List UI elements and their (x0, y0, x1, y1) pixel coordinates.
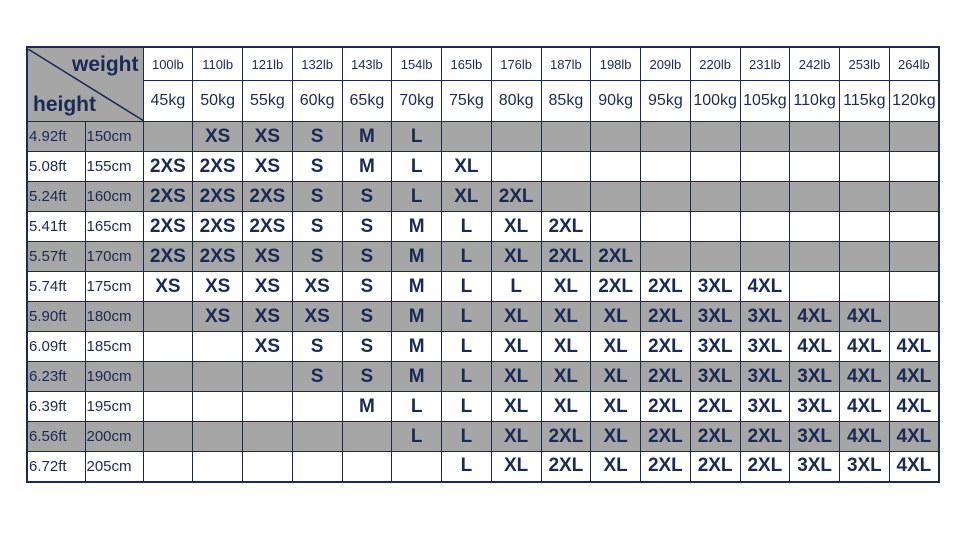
size-cell: 2XL (541, 422, 591, 452)
size-cell: 2XL (641, 302, 691, 332)
size-cell: 2XL (591, 242, 641, 272)
size-cell: 2XL (641, 392, 691, 422)
weight-kg-header: 60kg (292, 81, 342, 122)
size-cell: L (442, 272, 492, 302)
size-cell (541, 182, 591, 212)
table-row (27, 392, 939, 422)
size-cell: XS (292, 302, 342, 332)
size-cell: 4XL (840, 422, 890, 452)
weight-lb-header: 143lb (342, 47, 392, 81)
size-cell: 4XL (790, 332, 840, 362)
height-cm-cell: 185cm (85, 332, 143, 362)
table-row (27, 212, 939, 242)
size-cell: 2XS (243, 212, 293, 242)
size-cell: XL (541, 302, 591, 332)
size-cell: 4XL (889, 392, 939, 422)
size-cell: M (392, 332, 442, 362)
size-cell: XL (541, 362, 591, 392)
weight-kg-header: 85kg (541, 81, 591, 122)
size-cell (143, 392, 193, 422)
size-cell (541, 122, 591, 152)
size-cell (243, 392, 293, 422)
size-cell: XL (491, 302, 541, 332)
size-cell (641, 242, 691, 272)
table-row (27, 332, 939, 362)
size-cell (591, 152, 641, 182)
size-cell: 3XL (790, 452, 840, 482)
size-cell: XL (591, 452, 641, 482)
height-ft-cell: 5.24ft (27, 182, 85, 212)
size-cell: L (442, 302, 492, 332)
table-row (27, 452, 939, 482)
size-cell (591, 182, 641, 212)
size-cell: S (342, 182, 392, 212)
weight-lb-header: 165lb (442, 47, 492, 81)
size-cell: 4XL (889, 452, 939, 482)
height-cm-cell: 150cm (85, 122, 143, 152)
height-axis-label: height (33, 92, 96, 116)
weight-lb-header: 176lb (491, 47, 541, 81)
size-cell: XL (591, 302, 641, 332)
size-cell: XL (591, 392, 641, 422)
size-cell (541, 152, 591, 182)
size-cell: S (292, 332, 342, 362)
size-cell: 2XL (541, 212, 591, 242)
height-ft-cell: 6.39ft (27, 392, 85, 422)
size-cell: 2XS (243, 182, 293, 212)
table-row (27, 122, 939, 152)
size-cell: S (292, 242, 342, 272)
size-cell: L (442, 212, 492, 242)
height-ft-cell: 5.08ft (27, 152, 85, 182)
size-cell (840, 182, 890, 212)
height-cm-cell: 180cm (85, 302, 143, 332)
height-ft-cell: 6.23ft (27, 362, 85, 392)
size-chart-body (27, 122, 939, 482)
size-cell: XL (591, 422, 641, 452)
size-cell: S (342, 362, 392, 392)
size-cell: L (392, 422, 442, 452)
size-cell (591, 212, 641, 242)
size-cell: M (342, 152, 392, 182)
weight-kg-header: 50kg (193, 81, 243, 122)
size-cell (491, 122, 541, 152)
size-cell (840, 122, 890, 152)
height-ft-cell: 6.56ft (27, 422, 85, 452)
height-cm-cell: 155cm (85, 152, 143, 182)
size-cell: 2XS (143, 212, 193, 242)
weight-axis-label: weight (72, 52, 139, 76)
weight-kg-header: 110kg (790, 81, 840, 122)
size-cell: M (392, 362, 442, 392)
size-cell: M (392, 302, 442, 332)
size-cell: 2XL (641, 332, 691, 362)
size-cell: L (392, 122, 442, 152)
size-cell: 2XS (143, 152, 193, 182)
weight-lb-header: 132lb (292, 47, 342, 81)
size-cell: XS (193, 272, 243, 302)
weight-lb-header: 100lb (143, 47, 193, 81)
size-cell: L (442, 362, 492, 392)
height-ft-cell: 5.74ft (27, 272, 85, 302)
size-cell: 3XL (740, 362, 790, 392)
size-cell (292, 452, 342, 482)
size-cell: XL (491, 212, 541, 242)
weight-kg-header-row (27, 81, 939, 122)
weight-kg-header: 115kg (840, 81, 890, 122)
size-cell (193, 332, 243, 362)
size-cell (889, 122, 939, 152)
size-cell (790, 212, 840, 242)
weight-lb-header: 121lb (243, 47, 293, 81)
size-cell (243, 422, 293, 452)
size-cell (591, 122, 641, 152)
size-cell (193, 422, 243, 452)
size-cell: 3XL (740, 332, 790, 362)
weight-lb-header-row (27, 47, 939, 81)
size-cell: 3XL (790, 422, 840, 452)
size-cell: 3XL (690, 302, 740, 332)
table-row (27, 302, 939, 332)
size-cell: 2XL (740, 452, 790, 482)
size-cell: S (342, 272, 392, 302)
size-cell: 2XL (641, 362, 691, 392)
size-cell (889, 212, 939, 242)
size-cell: XL (541, 272, 591, 302)
weight-kg-header: 95kg (641, 81, 691, 122)
size-cell (641, 122, 691, 152)
size-cell: S (292, 122, 342, 152)
size-cell: L (392, 182, 442, 212)
size-cell (690, 122, 740, 152)
size-cell: M (392, 212, 442, 242)
weight-lb-header: 242lb (790, 47, 840, 81)
table-row (27, 182, 939, 212)
height-cm-cell: 165cm (85, 212, 143, 242)
size-cell (740, 242, 790, 272)
size-cell: S (292, 362, 342, 392)
height-cm-cell: 170cm (85, 242, 143, 272)
size-cell: 2XS (193, 152, 243, 182)
table-row (27, 152, 939, 182)
size-cell: XL (541, 332, 591, 362)
size-cell: 4XL (740, 272, 790, 302)
size-cell: S (292, 212, 342, 242)
size-cell (740, 182, 790, 212)
size-cell: 2XL (690, 422, 740, 452)
size-cell (690, 152, 740, 182)
height-ft-cell: 6.09ft (27, 332, 85, 362)
size-cell: 4XL (889, 422, 939, 452)
size-cell: XS (193, 122, 243, 152)
size-cell: XL (491, 392, 541, 422)
size-cell: XS (243, 302, 293, 332)
weight-kg-header: 70kg (392, 81, 442, 122)
size-cell: S (292, 152, 342, 182)
size-cell: S (342, 242, 392, 272)
size-cell: L (392, 392, 442, 422)
weight-lb-header: 220lb (690, 47, 740, 81)
size-cell: XL (442, 182, 492, 212)
size-cell (840, 242, 890, 272)
size-cell: 2XL (641, 452, 691, 482)
size-cell (840, 152, 890, 182)
size-cell (491, 152, 541, 182)
size-cell: XS (243, 122, 293, 152)
weight-kg-header: 105kg (740, 81, 790, 122)
size-cell: 2XS (193, 182, 243, 212)
size-cell (790, 242, 840, 272)
size-cell (740, 152, 790, 182)
weight-kg-header: 55kg (243, 81, 293, 122)
size-cell: L (442, 242, 492, 272)
size-cell: 2XL (641, 272, 691, 302)
corner-header-cell (27, 47, 143, 122)
size-cell (690, 242, 740, 272)
size-cell (790, 182, 840, 212)
size-cell: 2XS (193, 212, 243, 242)
size-cell: 2XL (740, 422, 790, 452)
size-cell: XL (541, 392, 591, 422)
weight-lb-header: 231lb (740, 47, 790, 81)
size-chart-table (26, 46, 940, 483)
size-cell (143, 122, 193, 152)
height-cm-cell: 175cm (85, 272, 143, 302)
size-cell (889, 152, 939, 182)
size-cell: 3XL (690, 362, 740, 392)
size-cell: L (442, 332, 492, 362)
weight-lb-header: 209lb (641, 47, 691, 81)
size-cell (143, 362, 193, 392)
size-cell (342, 422, 392, 452)
weight-kg-header: 100kg (690, 81, 740, 122)
size-cell: S (342, 332, 392, 362)
size-cell: L (392, 152, 442, 182)
weight-kg-header: 80kg (491, 81, 541, 122)
height-cm-cell: 160cm (85, 182, 143, 212)
size-cell: XS (243, 152, 293, 182)
size-cell (840, 212, 890, 242)
table-row (27, 242, 939, 272)
size-cell: 3XL (740, 392, 790, 422)
size-cell: M (392, 272, 442, 302)
size-cell (889, 242, 939, 272)
size-cell: 3XL (740, 302, 790, 332)
size-cell: M (342, 122, 392, 152)
size-cell: 2XL (690, 392, 740, 422)
size-cell: 4XL (840, 362, 890, 392)
weight-kg-header: 65kg (342, 81, 392, 122)
size-cell: S (292, 182, 342, 212)
size-cell: XS (243, 332, 293, 362)
weight-lb-header: 253lb (840, 47, 890, 81)
size-cell: 3XL (790, 362, 840, 392)
size-cell (740, 122, 790, 152)
weight-lb-header: 110lb (193, 47, 243, 81)
size-cell: 2XL (690, 452, 740, 482)
height-ft-cell: 6.72ft (27, 452, 85, 482)
weight-lb-header: 198lb (591, 47, 641, 81)
size-cell (690, 212, 740, 242)
size-cell (193, 452, 243, 482)
size-cell: XL (491, 452, 541, 482)
size-cell (243, 362, 293, 392)
size-cell (292, 392, 342, 422)
height-ft-cell: 5.57ft (27, 242, 85, 272)
size-cell: 2XS (143, 242, 193, 272)
weight-kg-header: 45kg (143, 81, 193, 122)
size-cell: L (442, 392, 492, 422)
size-cell (641, 212, 691, 242)
size-cell (641, 182, 691, 212)
size-cell (641, 152, 691, 182)
height-cm-cell: 195cm (85, 392, 143, 422)
size-cell: 2XL (541, 242, 591, 272)
size-cell: XS (292, 272, 342, 302)
size-cell: M (392, 242, 442, 272)
size-cell: XL (491, 362, 541, 392)
size-cell: 4XL (840, 332, 890, 362)
size-cell (690, 182, 740, 212)
size-cell (790, 152, 840, 182)
size-cell (143, 332, 193, 362)
size-cell: 3XL (790, 392, 840, 422)
size-cell (143, 452, 193, 482)
weight-kg-header: 90kg (591, 81, 641, 122)
height-cm-cell: 205cm (85, 452, 143, 482)
table-row (27, 422, 939, 452)
table-row (27, 272, 939, 302)
size-cell: 4XL (840, 302, 890, 332)
size-cell (342, 452, 392, 482)
weight-kg-header: 75kg (442, 81, 492, 122)
size-cell: XL (591, 332, 641, 362)
size-cell (790, 122, 840, 152)
size-cell: M (342, 392, 392, 422)
size-cell (193, 362, 243, 392)
size-cell: L (491, 272, 541, 302)
size-cell (790, 272, 840, 302)
size-cell: 4XL (889, 362, 939, 392)
size-cell: XL (491, 422, 541, 452)
size-cell (193, 392, 243, 422)
weight-lb-header: 154lb (392, 47, 442, 81)
height-cm-cell: 200cm (85, 422, 143, 452)
size-cell: 2XL (591, 272, 641, 302)
size-cell (840, 272, 890, 302)
size-cell: XL (491, 242, 541, 272)
size-cell: 3XL (840, 452, 890, 482)
size-cell: XS (143, 272, 193, 302)
height-ft-cell: 5.41ft (27, 212, 85, 242)
size-cell: 3XL (690, 332, 740, 362)
size-cell (889, 272, 939, 302)
size-cell: 2XL (491, 182, 541, 212)
weight-lb-header: 187lb (541, 47, 591, 81)
size-cell (889, 302, 939, 332)
size-cell: XL (442, 152, 492, 182)
size-cell (292, 422, 342, 452)
height-ft-cell: 5.90ft (27, 302, 85, 332)
size-cell: S (342, 212, 392, 242)
weight-lb-header: 264lb (889, 47, 939, 81)
height-ft-cell: 4.92ft (27, 122, 85, 152)
size-cell: 2XL (641, 422, 691, 452)
height-cm-cell: 190cm (85, 362, 143, 392)
size-cell: 2XS (143, 182, 193, 212)
size-cell (143, 422, 193, 452)
table-row (27, 362, 939, 392)
size-cell: 2XL (541, 452, 591, 482)
size-cell: XS (193, 302, 243, 332)
size-cell (243, 452, 293, 482)
size-cell (740, 212, 790, 242)
size-cell: XL (591, 362, 641, 392)
size-cell (143, 302, 193, 332)
size-cell: L (442, 452, 492, 482)
size-cell: S (342, 302, 392, 332)
size-cell: XL (491, 332, 541, 362)
size-cell: L (442, 422, 492, 452)
size-cell: 4XL (790, 302, 840, 332)
size-cell: 3XL (690, 272, 740, 302)
size-cell (889, 182, 939, 212)
size-cell: XS (243, 242, 293, 272)
size-cell: XS (243, 272, 293, 302)
size-cell: 4XL (889, 332, 939, 362)
weight-kg-header: 120kg (889, 81, 939, 122)
size-cell (392, 452, 442, 482)
size-cell (442, 122, 492, 152)
size-cell: 2XS (193, 242, 243, 272)
size-cell: 4XL (840, 392, 890, 422)
